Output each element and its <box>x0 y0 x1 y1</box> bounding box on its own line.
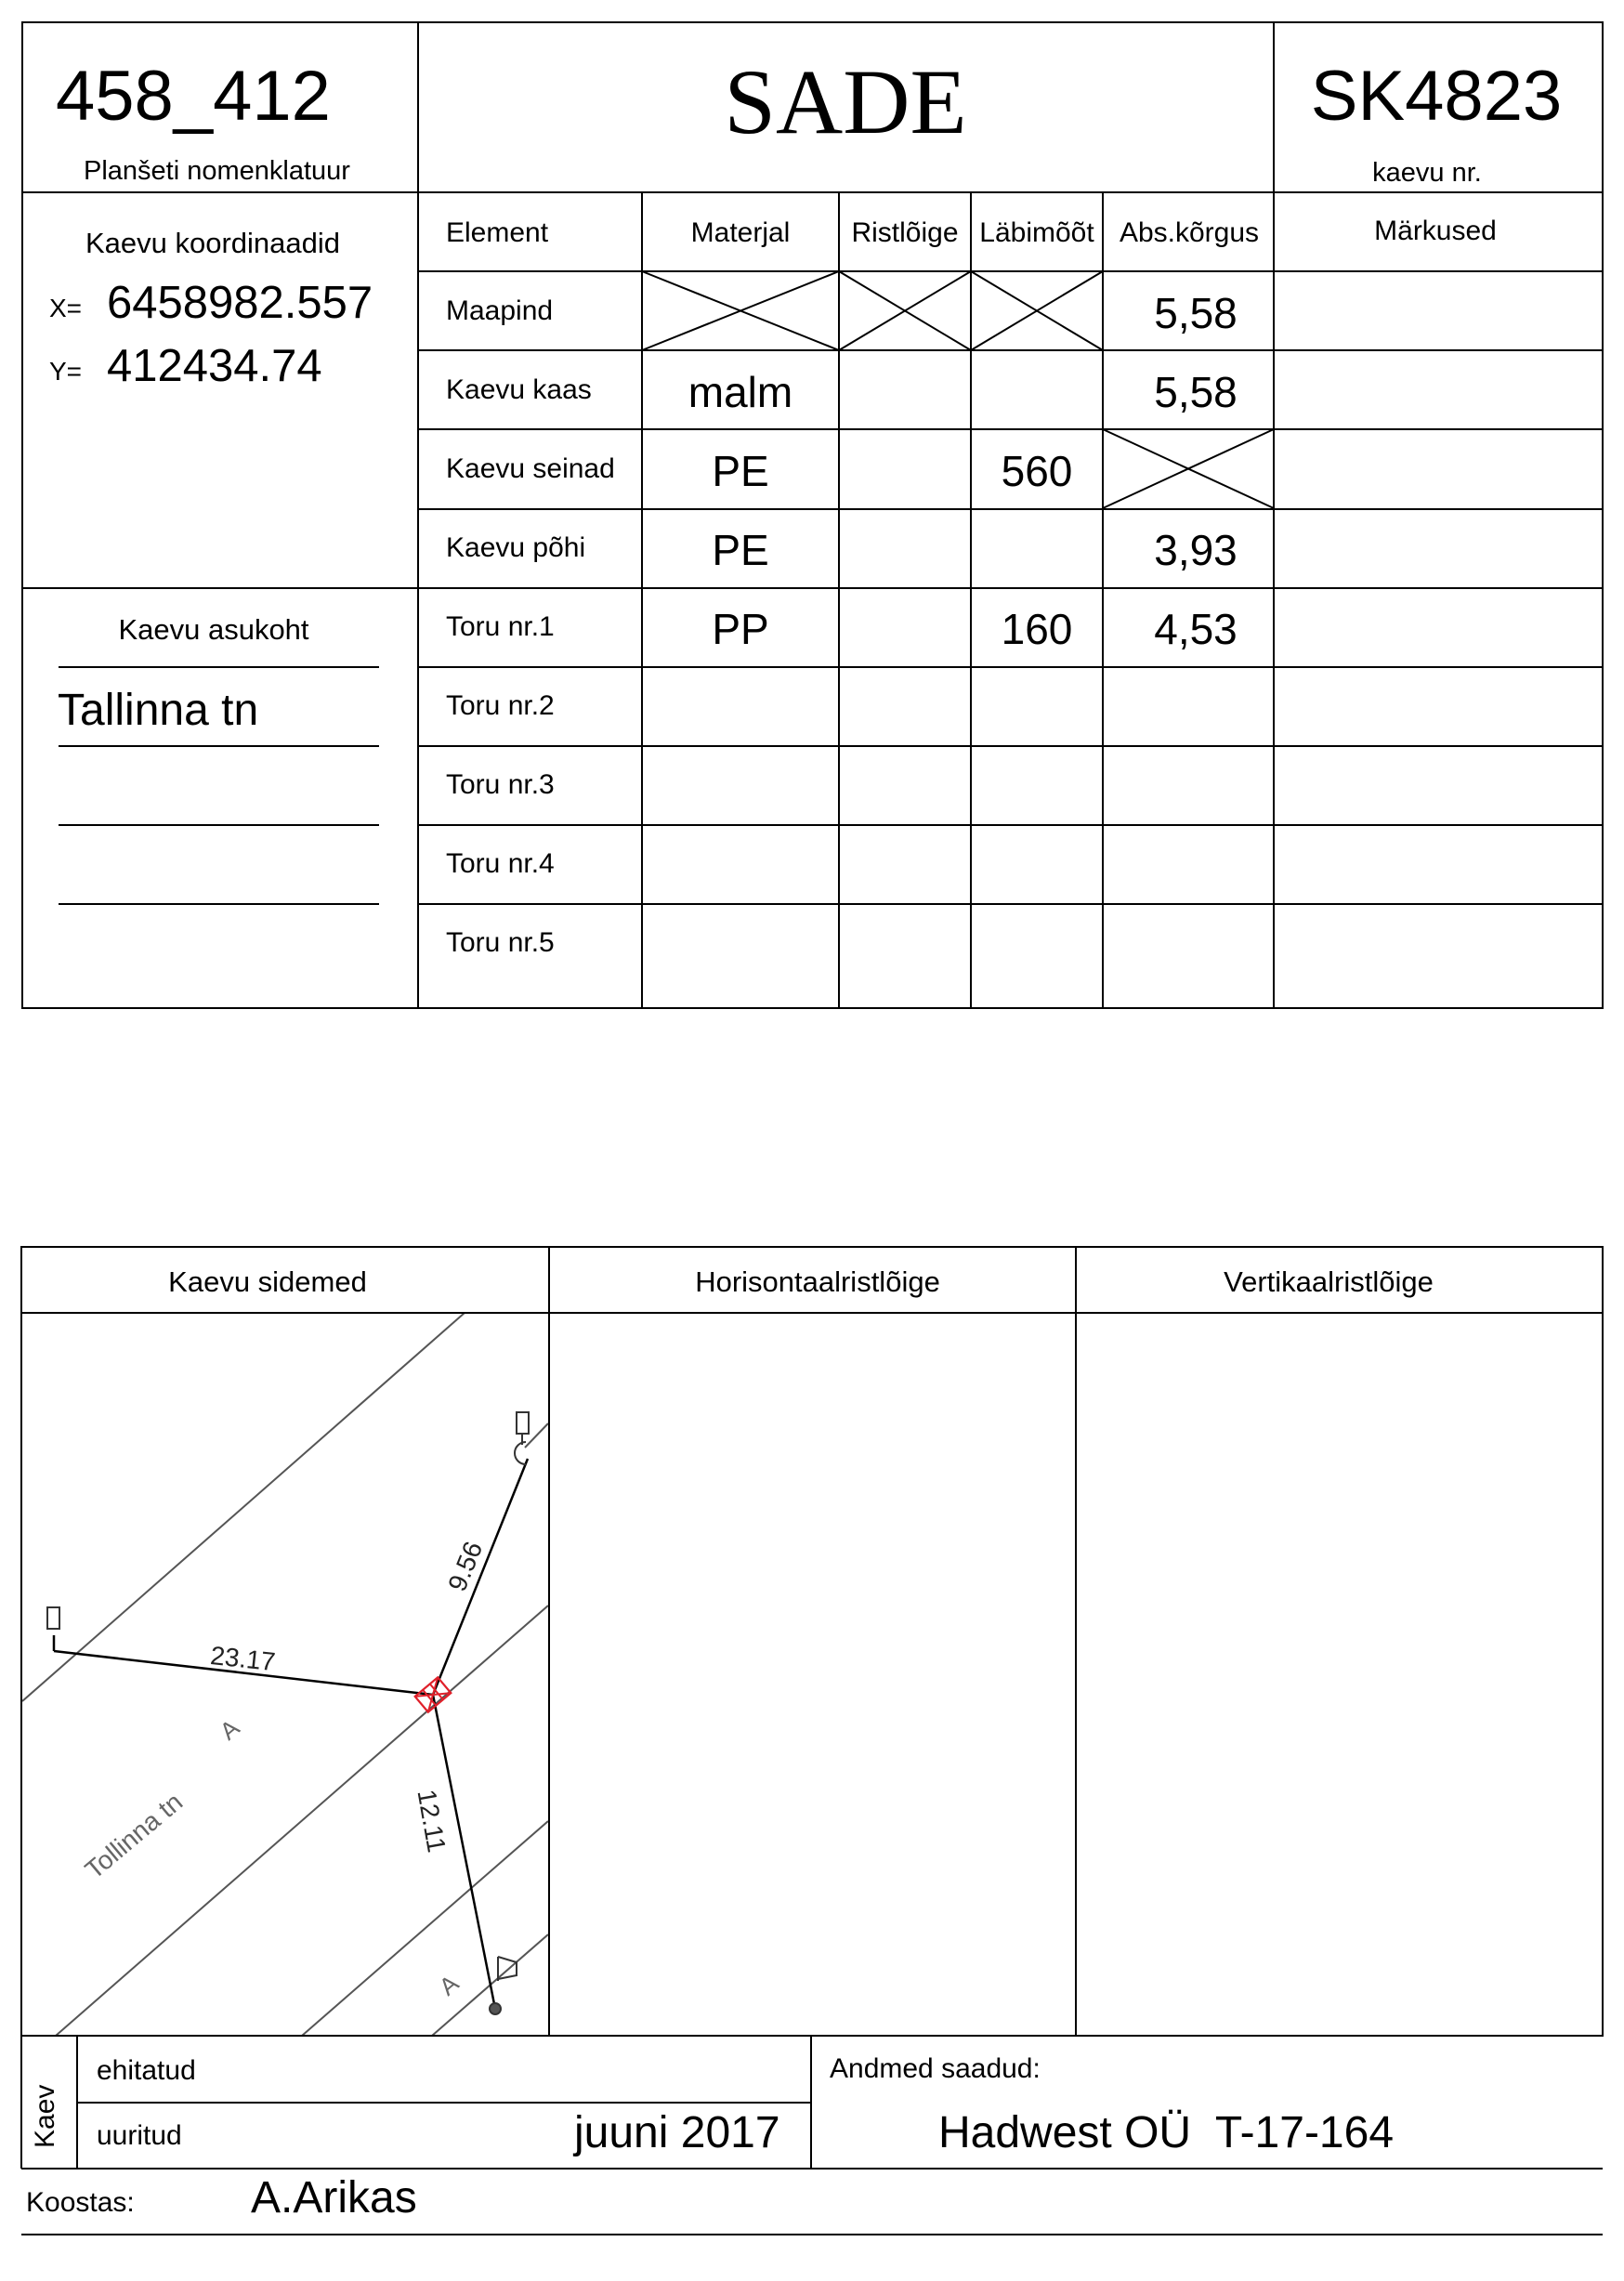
cell-element: Maapind <box>446 295 554 326</box>
street-edge-line-1 <box>22 1313 465 1701</box>
col-header-abs-height: Abs.kõrgus <box>1119 217 1260 248</box>
street-name-label: Tollinna tn <box>79 1787 189 1885</box>
distance-label-north: 9.56 <box>442 1537 489 1595</box>
cell-abs-height: 5,58 <box>1154 289 1238 337</box>
col-header-element: Element <box>446 217 549 248</box>
built-label: ehitatud <box>97 2055 196 2086</box>
coordinates-label: Kaevu koordinaadid <box>85 227 341 259</box>
coordinate-y-value: 412434.74 <box>107 341 322 391</box>
reference-point-north-icon <box>517 1412 529 1434</box>
well-number-label: kaevu nr. <box>1372 158 1482 188</box>
col-header-cross-section: Ristlõige <box>851 217 959 248</box>
well-number: SK4823 <box>1310 57 1563 136</box>
data-source-label: Andmed saadud: <box>830 2053 1041 2084</box>
distance-label-west: 23.17 <box>208 1641 277 1677</box>
cell-diameter: 560 <box>1001 447 1073 495</box>
cell-element: Toru nr.2 <box>446 690 555 721</box>
map-marker-a-lower: A <box>433 1969 465 2001</box>
col-header-diameter: Läbimõõt <box>979 217 1094 248</box>
cell-element: Toru nr.1 <box>446 611 555 642</box>
distance-label-south: 12.11 <box>412 1787 452 1855</box>
document-title: SADE <box>724 50 967 153</box>
compiled-label: Koostas: <box>26 2187 135 2218</box>
location-line-1: Tallinna tn <box>58 686 259 735</box>
footer-side-label: Kaev <box>30 2084 60 2148</box>
cell-element: Kaevu kaas <box>446 374 592 405</box>
coordinate-y-label: Y= <box>49 357 83 386</box>
data-source-value: Hadwest OÜ T-17-164 <box>938 2108 1395 2157</box>
cell-material: PE <box>712 447 769 495</box>
cell-abs-height: 3,93 <box>1154 526 1238 574</box>
cell-element: Toru nr.4 <box>446 848 555 879</box>
surveyed-value: juuni 2017 <box>574 2108 780 2157</box>
cell-material: PP <box>712 605 769 653</box>
reference-point-south-flag-icon <box>498 1957 517 1981</box>
surveyed-label: uuritud <box>97 2120 182 2151</box>
cell-abs-height: 4,53 <box>1154 605 1238 653</box>
tie-line-south <box>433 1695 495 2009</box>
coordinate-x-label: X= <box>49 294 83 322</box>
section-header-vertical: Vertikaalristlõige <box>1224 1265 1434 1298</box>
reference-point-south-icon <box>490 2003 501 2014</box>
plan-sheet-label: Planšeti nomenklatuur <box>84 156 350 186</box>
cell-element: Kaevu seinad <box>446 453 615 484</box>
section-header-horizontal: Horisontaalristlõige <box>695 1265 940 1298</box>
reference-point-west-icon <box>47 1607 59 1629</box>
map-marker-a-upper: A <box>214 1713 245 1746</box>
plan-sheet-number: 458_412 <box>56 57 331 136</box>
cell-diameter: 160 <box>1001 605 1073 653</box>
location-label: Kaevu asukoht <box>118 613 309 646</box>
cell-element: Kaevu põhi <box>446 532 586 563</box>
cell-material: PE <box>712 526 769 574</box>
compiled-value: A.Arikas <box>251 2173 417 2222</box>
cell-abs-height: 5,58 <box>1154 368 1238 416</box>
reference-point-north-hook-icon <box>515 1442 526 1464</box>
cell-element: Toru nr.5 <box>446 927 555 958</box>
col-header-notes: Märkused <box>1374 216 1497 246</box>
coordinate-x-value: 6458982.557 <box>107 278 373 328</box>
cell-element: Toru nr.3 <box>446 769 555 800</box>
col-header-material: Materjal <box>690 217 791 248</box>
cell-material: malm <box>688 368 793 416</box>
section-header-ties: Kaevu sidemed <box>168 1265 367 1298</box>
